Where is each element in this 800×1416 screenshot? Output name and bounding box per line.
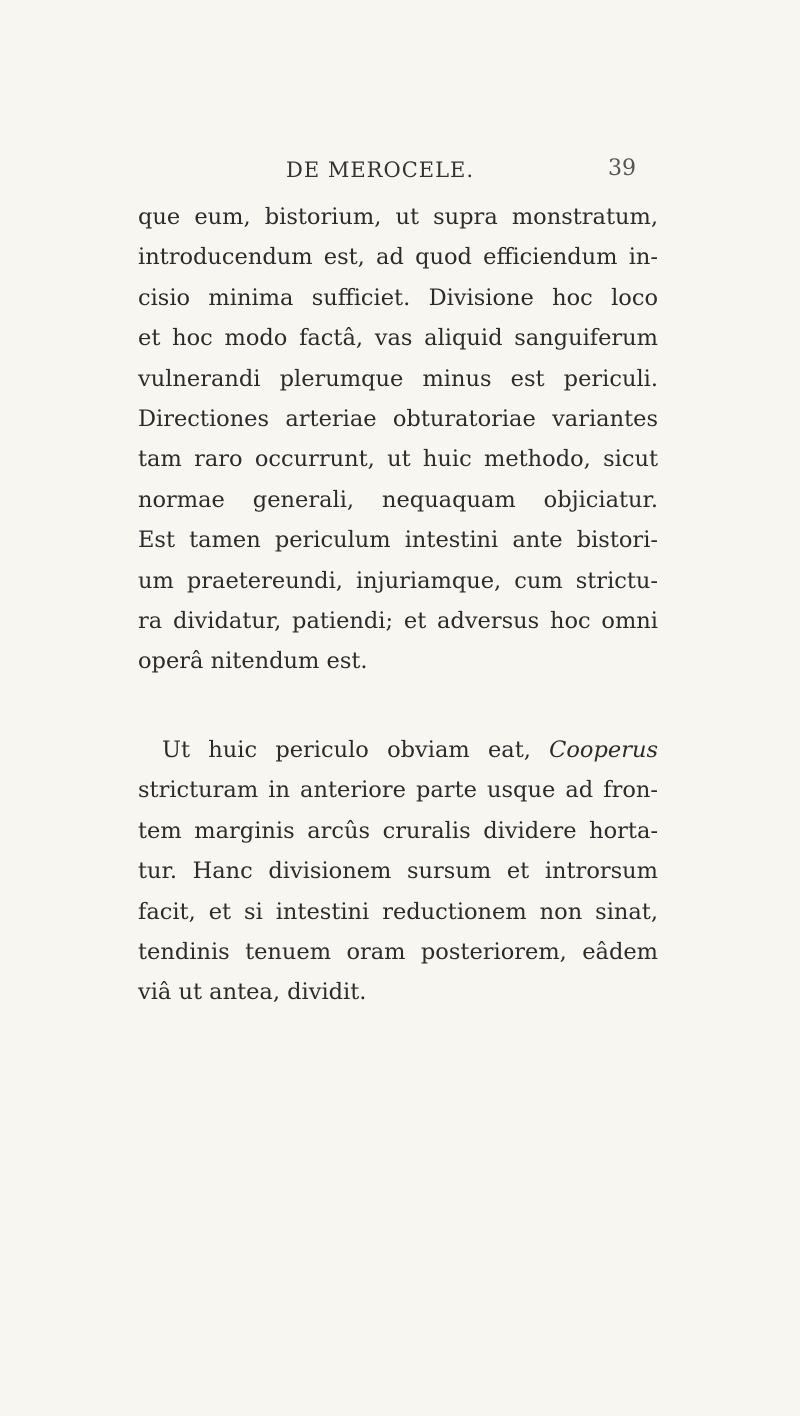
text-line: cisio minima sufficiet. Divisione hoc loco	[138, 284, 658, 311]
text-line: stricturam in anteriore parte usque ad fron-	[138, 777, 658, 804]
page-number: 39	[608, 156, 636, 181]
text-line: Directiones arteriae obturatoriae variantes	[138, 406, 658, 433]
text-line: facit, et si intestini reductionem non sinat,	[138, 898, 658, 925]
paragraph-1	[138, 197, 658, 682]
text-line: Est tamen periculum intestini ante bistori-	[138, 527, 658, 554]
paragraph-2	[138, 730, 658, 1013]
text-line: et hoc modo factâ, vas aliquid sanguiferum	[138, 325, 658, 352]
text-line: que eum, bistorium, ut supra monstratum,	[138, 204, 658, 230]
text-line: tem marginis arcûs cruralis dividere horta-	[138, 817, 658, 844]
text-run: Ut huic periculo obviam eat,	[162, 737, 550, 763]
text-line: normae generali, nequaquam objiciatur.	[138, 486, 658, 513]
text-line: um praetereundi, injuriamque, cum strictu-	[138, 567, 658, 594]
running-title: DE MEROCELE.	[286, 158, 475, 182]
text-line: vulnerandi plerumque minus est periculi.	[138, 365, 658, 392]
text-line: ra dividatur, patiendi; et adversus hoc omni	[138, 608, 658, 635]
text-line: viâ ut antea, dividit.	[138, 979, 367, 1006]
text-line: operâ nitendum est.	[138, 648, 368, 675]
text-line: tur. Hanc divisionem sursum et introrsum	[138, 858, 658, 885]
text-line: tendinis tenuem oram posteriorem, eâdem	[138, 939, 658, 966]
author-name: Cooperus	[549, 737, 658, 763]
text-line: tam raro occurrunt, ut huic methodo, sicut	[138, 446, 658, 473]
text-line: introducendum est, ad quod efficiendum in-	[138, 244, 658, 271]
text-line-first	[138, 730, 658, 770]
